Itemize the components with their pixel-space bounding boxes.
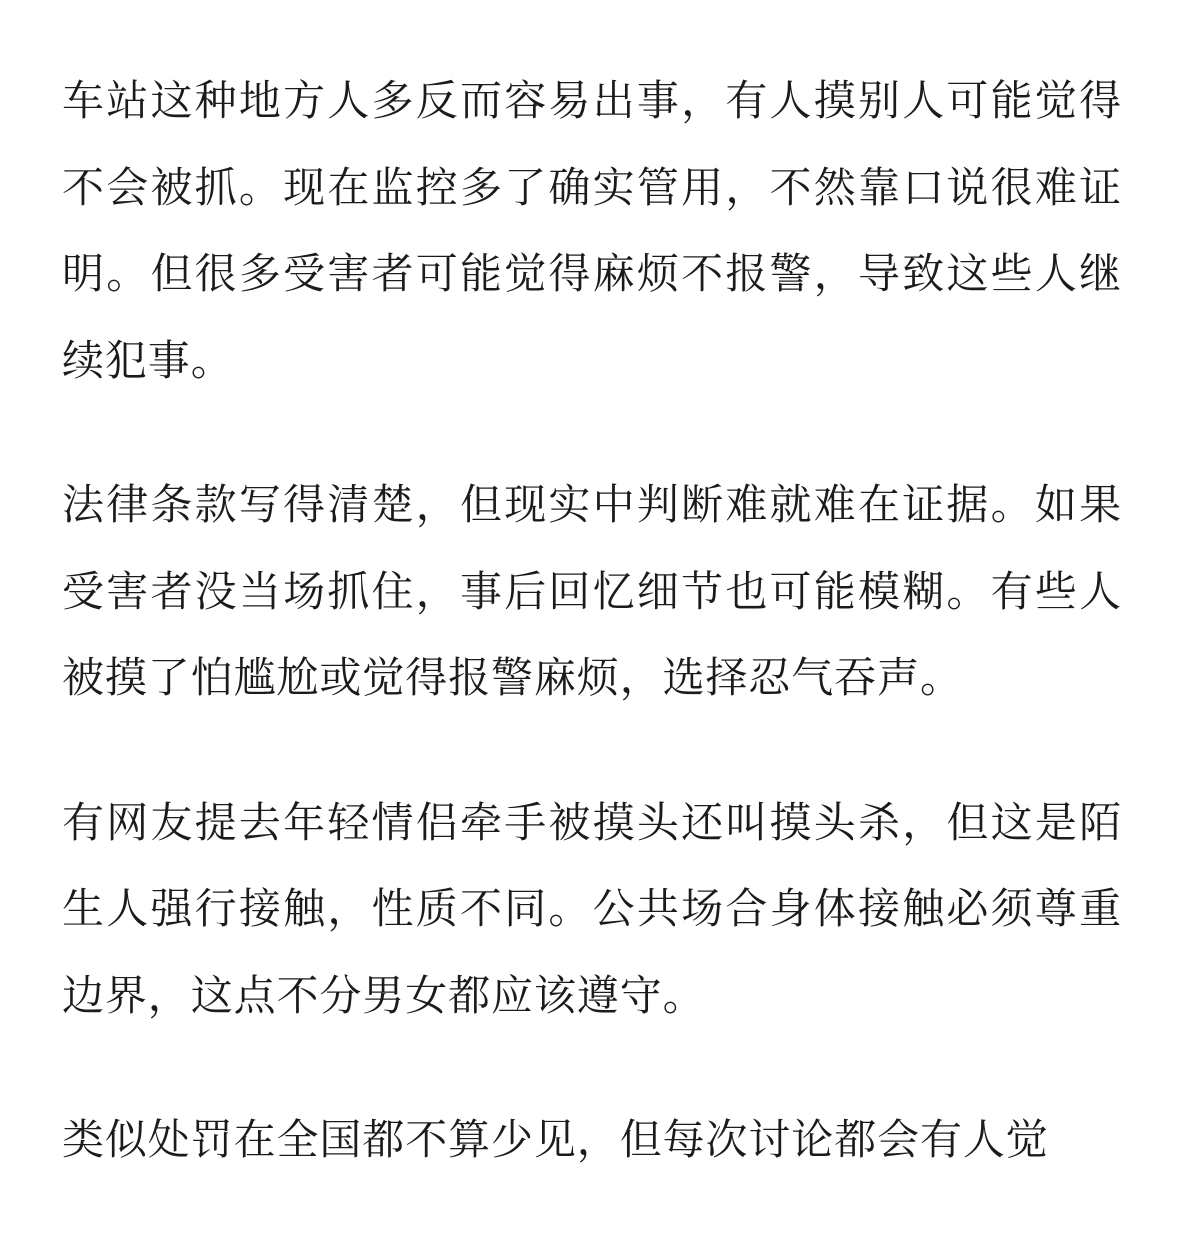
paragraph-2: 法律条款写得清楚，但现实中判断难就难在证据。如果受害者没当场抓住，事后回忆细节也可能模糊。有些人被摸了怕尴尬或觉得报警麻烦，选择忍气吞声。 bbox=[62, 480, 1122, 702]
article-body bbox=[62, 58, 1122, 1242]
paragraph-3: 有网友提去年轻情侣牵手被摸头还叫摸头杀，但这是陌生人强行接触，性质不同。公共场合身体接触必须尊重边界，这点不分男女都应该遵守。 bbox=[62, 797, 1122, 1020]
paragraph-4: 类似处罚在全国都不算少见，但每次讨论都会有人觉 bbox=[62, 1115, 1049, 1164]
paragraph-1: 车站这种地方人多反而容易出事，有人摸别人可能觉得不会被抓。现在监控多了确实管用，不然靠口说很难证明。但很多受害者可能觉得麻烦不报警，导致这些人继续犯事。 bbox=[62, 76, 1122, 385]
